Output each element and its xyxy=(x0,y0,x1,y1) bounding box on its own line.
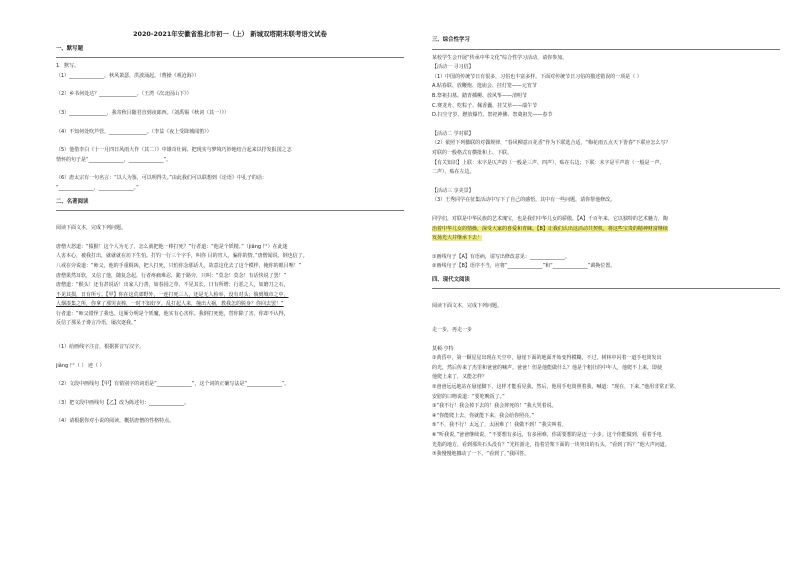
modify-question-1: ①画线句子【A】有语病，请写出修改意见：______________。 xyxy=(432,253,570,260)
story-title: 走一步，再走一步 xyxy=(432,327,473,334)
activity-intro: 某校学生会开展“传承中华文化”综合性学习活动，请你参加。 xyxy=(432,54,568,61)
story-line: ⑥“听我说，”爸爸继续说，“不要想有多远，有多困难，你需要想的是迈一小步。这个你能做到，看着手电 xyxy=(432,432,662,438)
story-line: 光指的地方，看到那块石头没有？”光柱游走，指着岩架下面的一块突出的石头。“看到了吗？”他大声问道。 xyxy=(432,441,670,448)
question-8: （2）文段中画线句【甲】有错别字的词语是“______________”，这个词的正确写法是“______________”。 xyxy=(56,381,290,388)
question-4: （4）不知何处吹芦管，_______________。（李益《夜上受降城闻笛》） xyxy=(56,128,212,135)
left-column xyxy=(56,30,404,427)
right-column xyxy=(432,30,780,460)
divider xyxy=(432,49,780,50)
question-7-answer: jiǎng 尸（ ） 迹（ ） xyxy=(56,362,105,369)
question-6-line-2: “______________，______________。” xyxy=(56,184,139,191)
story-line: ③“我不行！我会掉下去的！我会摔死的！”我大哭着说。 xyxy=(432,403,557,410)
divider xyxy=(56,57,404,58)
question-5-line-1: （5）他借李白《十一月四日风雨大作（其二）》中雄奇壮阔、把现实与梦境巧妙地结合起来以抒发报国之志 xyxy=(56,147,292,154)
reading-intro: 阅读下面文本，完成下列问题。 xyxy=(432,303,503,310)
section-heading-classics: 二、名著阅读 xyxy=(56,198,89,205)
reading-line: 人烟凑集之所，你拿了那哭丧棒，一时不知好歹，乱打起人来，撞出大祸，教我怎的脱身？你回去罢！” xyxy=(56,301,284,308)
reading-line: 唐僧大怒道：“猿猴！这个人为无了，怎么就把他一棒打死？”行者道：“他是个妖精。”（jiǎng 尸）在此迷 xyxy=(56,243,288,250)
activity-2-title: 【活动二 学对联】 xyxy=(432,130,474,137)
question-3: （3）_______________，我寄秋目随君直到夜郎西。（刘禹锡《秋词（其一）》） xyxy=(56,109,230,116)
question-5-line-2: 情怀的句子是“______________，______________”。 xyxy=(56,156,172,163)
story-author: 莫顿·亨特 xyxy=(432,345,454,352)
question-2: （2）乡书何处达？_______________。（王湾《次北固山下》） xyxy=(56,91,192,98)
option-c: C.赛龙舟、吃粽子、佩香囊、挂艾草——端午节 xyxy=(432,102,538,109)
activity-3-title: 【活动三 享美景】 xyxy=(432,187,474,194)
question-10: （4）请根据你对小说的阅读，概括唐僧的性格特点。 xyxy=(56,418,175,425)
story-line: 他爬上来了，又能怎样？ xyxy=(432,374,488,381)
story-line: 安慰的口吻说道：“要吃晚饭了。” xyxy=(432,393,505,400)
story-line: ①黄昏中，第一颗星星出现在天空中，悬崖下面的地面开始变得模糊。不过，树林中闪着一道手电筒发出 xyxy=(432,355,662,362)
story-line: ⑦我慢慢地挪动了一下。“看到了，”我回答。 xyxy=(432,451,530,458)
reading-line: 八戒在旁说道：“师父，他的手重棍凶，把人打死，只怕你念那话儿，故意这化去了这个模样，掩你的眼目哩！” xyxy=(56,262,302,269)
section-heading-integrated: 三、综合性学习 xyxy=(432,37,470,43)
reading-line: 唐僧道：“猴头！还有甚说话！出家人行善，如春园之草，不见其长，日有所增；行恶之人，如磨刀之石， xyxy=(56,282,289,289)
reading-line: 唐僧果然耳软，又信了他，随复念起。行者疼痛难忍，跪于路旁，只叫：“莫念！莫念！有话快说了罢！” xyxy=(56,272,287,279)
option-a: A.贴春联、放鞭炮、逛庙会、挂灯笼——元宵节 xyxy=(432,83,537,90)
highlighted-text: 治着中华儿女的情操，深受大家的喜爱和青睐。【B】让我们认出这活动共契机，将这些宝贵的精神财富继续 xyxy=(432,225,668,232)
activity-2-question: （2）依照下列楹联的对偶规律，“春风柳意百花香”作为下联选合适，“梅花雨五点天下皆春”下联应怎么写？ xyxy=(432,140,671,147)
reading-line: 不见其损，日有所亏。【甲】你在这荒郊野外，一连打死三人，还是无人检举，没有对头；倘到城市之中， xyxy=(56,291,289,298)
highlighted-text: 发扬光大并继承下去！ xyxy=(432,235,483,242)
story-line: ②爸爸远远地站在悬崖脚下，这样才能看见我，然后，他用手电筒照着我，喊道：“现在，下来，”他用非常正常、 xyxy=(432,384,680,391)
question-7: （1）给画线字注音，根据拼音写汉字。 xyxy=(56,344,145,351)
passage-line: 同学们，对联是中华民族的艺术瑰宝，也是我们中华儿女的骄傲。【A】千百年来，它以独特的艺术魅力，陶 xyxy=(432,215,668,222)
story-line: ④“你能爬上去，你就能下来，我会给你照亮。” xyxy=(432,412,535,419)
question-9: （3）把文段中画线句【乙】改为陈述句：______________。 xyxy=(56,399,190,406)
divider xyxy=(432,288,780,289)
activity-2-note: 对联的一般格式有横批和上、下联。 xyxy=(432,149,513,156)
option-d: D.扫尘守岁、燃放爆竹、祭祀神佛、祭奠祖先——春节 xyxy=(432,112,553,119)
paper-title: 2020-2021年安徽省淮北市初一（上） 新城双塔期末联考语文试卷 xyxy=(133,30,327,38)
question-1: （1）______________，秋风萧瑟，洪波涌起。（曹操《观沧海》） xyxy=(56,72,200,79)
activity-2-knowledge: 【有关知识】上联：末字是仄声韵（一般是三声、四声），贴在右边；下联：末字是平声韵（一般是一声、 xyxy=(432,159,665,166)
question-6-line-1: （6）唐太宗有一句名言：“以人为鉴，可以明得失。”由此我们可以联想到《论语》中孔子的话： xyxy=(56,175,267,182)
story-line: 的光，然后传来了杰里和爸爸的喊声。爸爸！但是他能做什么？他是个粗壮的中年人，他爬不上来，即使 xyxy=(432,364,663,371)
reading-line: 人害本心，被我打出，就就就在坊下生怕。打钓一行三个字手，叫你 目的宵人，骗你的情。”唐僧闻说，倒也信了。 xyxy=(56,253,308,260)
reading-line: 行者道：“师父错怪了我也。这厮分明是个妖魔，他实有心害你。我倒打死他，替你除了害，你却不认得， xyxy=(56,310,289,317)
question-intro: 1．默写。 xyxy=(56,63,80,70)
activity-2-knowledge-cont: 二声），贴在左边。 xyxy=(432,169,475,176)
modify-question-2: ②画线句子【B】语序不当，应将“______________”和“______________”调换位置。 xyxy=(432,263,616,270)
reading-intro: 阅读下面文本，完成下列问题。 xyxy=(56,225,127,232)
reading-line: 反信了那呆子谗言冷语，屡次逐我。” xyxy=(56,320,137,327)
option-b: B.祭祖扫墓、踏青插柳、放风筝——清明节 xyxy=(432,92,528,99)
activity-1-title: 【活动一 寻习俗】 xyxy=(432,64,474,71)
passage-line xyxy=(432,225,780,235)
passage-line xyxy=(432,234,780,244)
section-heading-dictation: 一、默写题 xyxy=(56,45,83,52)
story-line: ⑤“不，我不行！太远了，太困难了！我做不到！”我尖叫着。 xyxy=(432,422,567,429)
section-heading-modern-reading: 四、现代文阅读 xyxy=(432,276,470,283)
divider xyxy=(56,210,404,211)
activity-1-question: （1）中国的传统节日有很多，习俗也丰富多样。下面对传统节日习俗的描述错误的一项是（ ） xyxy=(432,73,642,80)
activity-3-question: （3）王秀同学在征集活动中写下了自己的感悟，其中有一些问题，请你帮他修改。 xyxy=(432,197,616,204)
